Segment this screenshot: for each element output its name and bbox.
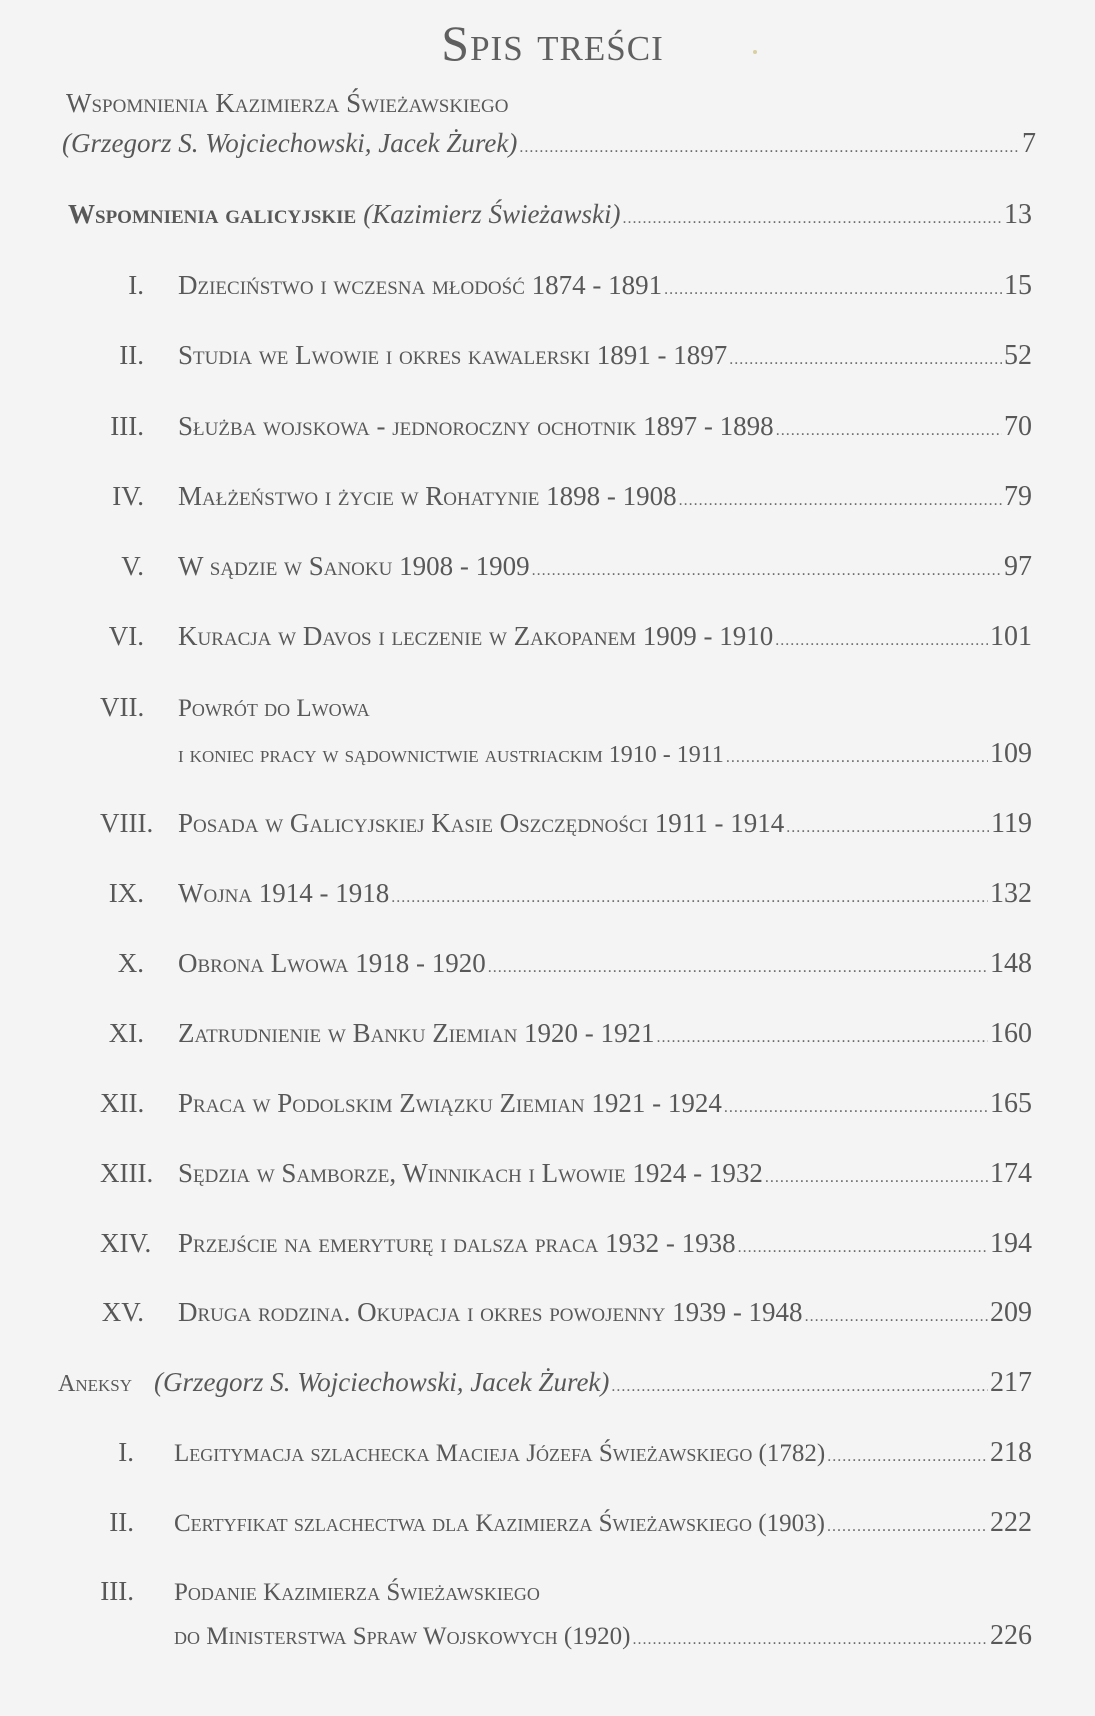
toc-entry-galicyjskie[interactable] (68, 199, 1032, 231)
leader-dots (622, 210, 1002, 228)
page-number: 218 (990, 1437, 1032, 1468)
leader-dots (657, 1029, 988, 1047)
toc-entry-aneksy[interactable] (58, 1367, 1032, 1399)
toc-chapter-2[interactable] (100, 340, 1032, 372)
toc-chapter-14[interactable] (100, 1228, 1032, 1260)
page-number: 217 (990, 1367, 1032, 1398)
chapter-title: Zatrudnienie w Banku Ziemian 1920 - 1921 (178, 1018, 655, 1048)
page-number: 97 (1004, 551, 1032, 582)
chapter-title: Sędzia w Samborze, Winnikach i Lwowie 1924 - 1932 (178, 1158, 763, 1188)
toc-entry-front[interactable] (62, 128, 1036, 160)
chapter-number: IV. (112, 481, 144, 511)
page-number: 226 (990, 1620, 1032, 1651)
toc-chapter-11[interactable] (100, 1018, 1032, 1050)
annex-title-line1: Podanie Kazimierza Świeżawskiego (174, 1579, 540, 1606)
toc-chapter-7-line1 (100, 692, 1032, 723)
leader-dots (827, 1518, 988, 1536)
annex-number: III. (100, 1576, 134, 1606)
toc-chapter-8[interactable] (100, 808, 1032, 840)
chapter-title: Studia we Lwowie i okres kawalerski 1891 - 1897 (178, 340, 728, 370)
leader-dots (633, 1631, 989, 1649)
toc-annex-3[interactable] (174, 1620, 1032, 1652)
leader-dots (726, 749, 988, 767)
chapter-number: V. (121, 551, 144, 581)
leader-dots (664, 281, 1002, 299)
annex-title: do Ministerstwa Spraw Wojskowych (1920) (174, 1623, 631, 1650)
leader-dots (765, 1169, 988, 1187)
toc-chapter-7[interactable] (178, 738, 1032, 770)
chapter-number: XV. (101, 1297, 144, 1327)
page-number: 70 (1004, 411, 1032, 442)
leader-dots (532, 562, 1002, 580)
toc-chapter-5[interactable] (100, 551, 1032, 583)
page-number: 101 (990, 621, 1032, 652)
chapter-title: Kuracja w Davos i leczenie w Zakopanem 1909 - 1910 (178, 621, 774, 651)
toc-annex-1[interactable] (96, 1437, 1032, 1469)
page-number: 79 (1004, 481, 1032, 512)
toc-chapter-13[interactable] (100, 1158, 1032, 1190)
page-number: 7 (1022, 128, 1036, 159)
page-number: 15 (1004, 270, 1032, 301)
page-number: 52 (1004, 340, 1032, 371)
chapter-number: XIII. (100, 1158, 154, 1188)
chapter-number: I. (128, 270, 144, 300)
leader-dots (519, 139, 1020, 157)
leader-dots (391, 889, 988, 907)
chapter-title: Obrona Lwowa 1918 - 1920 (178, 948, 486, 978)
chapter-title: Wojna 1914 - 1918 (178, 878, 390, 908)
chapter-title: Służba wojskowa - jednoroczny ochotnik 1897 - 1898 (178, 411, 774, 441)
leader-dots (805, 1308, 988, 1326)
leader-dots (488, 959, 988, 977)
toc-chapter-15[interactable] (100, 1297, 1032, 1329)
toc-chapter-10[interactable] (100, 948, 1032, 980)
chapter-title: Dzieciństwo i wczesna młodość 1874 - 1891 (178, 270, 663, 300)
annex-number: I. (118, 1437, 134, 1467)
toc-chapter-9[interactable] (100, 878, 1032, 910)
chapter-number: XII. (100, 1088, 145, 1118)
leader-dots (776, 422, 1002, 440)
leader-dots (827, 1448, 988, 1466)
page-title: Spis treści (441, 15, 664, 71)
page-number: 109 (990, 738, 1032, 769)
leader-dots (786, 819, 989, 837)
toc-chapter-12[interactable] (100, 1088, 1032, 1120)
toc-annex-2[interactable] (96, 1507, 1032, 1539)
toc-chapter-6[interactable] (100, 621, 1032, 653)
chapter-number: VII. (100, 692, 145, 722)
chapter-title: Druga rodzina. Okupacja i okres powojenny 1939 - 1948 (178, 1297, 803, 1327)
toc-galicyjskie-label: Wspomnienia galicyjskie (68, 199, 357, 229)
page-number: 13 (1004, 199, 1032, 230)
page-number: 194 (990, 1228, 1032, 1259)
page-number: 132 (990, 878, 1032, 909)
annex-title: Legitymacja szlachecka Macieja Józefa Świeżawskiego (1782) (174, 1440, 826, 1467)
toc-annex-3-line1 (96, 1576, 1032, 1607)
page-number: 165 (990, 1088, 1032, 1119)
annex-number: II. (109, 1507, 134, 1537)
chapter-number: XIV. (100, 1228, 152, 1258)
page-number: 174 (990, 1158, 1032, 1189)
leader-dots (738, 1239, 988, 1257)
aneksy-authors: (Grzegorz S. Wojciechowski, Jacek Żurek) (154, 1367, 610, 1397)
leader-dots (775, 632, 988, 650)
chapter-title-line1: Powrót do Lwowa (178, 695, 370, 722)
chapter-number: III. (110, 411, 144, 441)
toc-chapter-1[interactable] (100, 270, 1032, 302)
page-number: 160 (990, 1018, 1032, 1049)
page-number: 119 (991, 808, 1032, 839)
chapter-title: W sądzie w Sanoku 1908 - 1909 (178, 551, 530, 581)
toc-chapter-4[interactable] (100, 481, 1032, 513)
page-number: 222 (990, 1507, 1032, 1538)
chapter-number: VI. (108, 621, 144, 651)
leader-dots (679, 492, 1002, 510)
leader-dots (724, 1099, 988, 1117)
chapter-number: XI. (108, 1018, 144, 1048)
chapter-title: Małżeństwo i życie w Rohatynie 1898 - 1908 (178, 481, 677, 511)
toc-chapter-3[interactable] (100, 411, 1032, 443)
page-number: 148 (990, 948, 1032, 979)
chapter-number: IX. (108, 878, 144, 908)
scan-speck (753, 50, 757, 54)
toc-front-line1: Wspomnienia Kazimierza Świeżawskiego (66, 88, 509, 118)
toc-galicyjskie-author: (Kazimierz Świeżawski) (363, 199, 621, 229)
chapter-number: VIII. (100, 808, 154, 838)
aneksy-label: Aneksy (58, 1371, 133, 1397)
chapter-number: II. (119, 340, 144, 370)
annex-title: Certyfikat szlachectwa dla Kazimierza Świeżawskiego (1903) (174, 1510, 825, 1537)
chapter-number: X. (117, 948, 144, 978)
leader-dots (729, 351, 1002, 369)
toc-front-authors: (Grzegorz S. Wojciechowski, Jacek Żurek) (62, 128, 518, 158)
chapter-title: Posada w Galicyjskiej Kasie Oszczędności 1911 - 1914 (178, 808, 785, 838)
page-number: 209 (990, 1297, 1032, 1328)
chapter-title: Przejście na emeryturę i dalsza praca 1932 - 1938 (178, 1228, 736, 1258)
chapter-title: Praca w Podolskim Związku Ziemian 1921 - 1924 (178, 1088, 722, 1118)
chapter-title: i koniec pracy w sądownictwie austriackim 1910 - 1911 (178, 742, 724, 768)
leader-dots (611, 1378, 988, 1396)
